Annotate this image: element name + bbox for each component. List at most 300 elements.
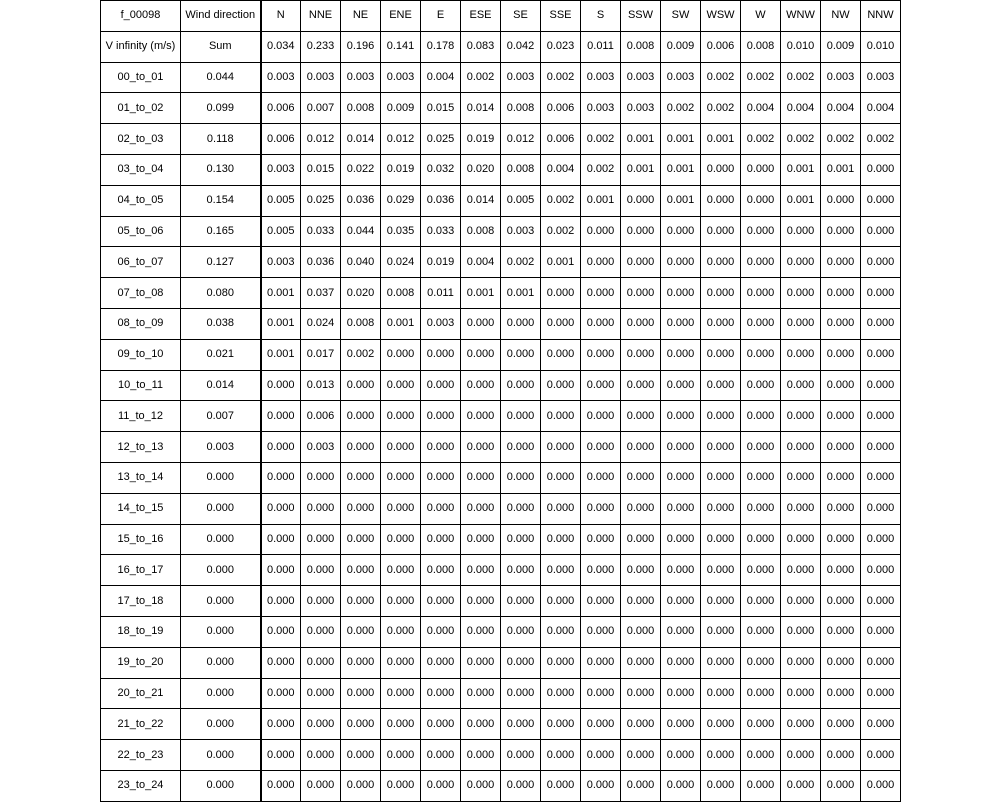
value-cell: 0.015: [301, 154, 341, 185]
value-cell: 0.000: [541, 462, 581, 493]
value-cell: 0.002: [541, 62, 581, 93]
value-cell: 0.000: [741, 493, 781, 524]
value-cell: 0.000: [261, 770, 301, 801]
value-cell: 0.000: [501, 524, 541, 555]
value-cell: 0.001: [661, 124, 701, 155]
row-sum-cell: 0.165: [181, 216, 261, 247]
direction-header-w: W: [741, 1, 781, 32]
value-cell: 0.008: [341, 93, 381, 124]
table-row: [101, 216, 901, 247]
row-sum-cell: 0.021: [181, 339, 261, 370]
row-sum-cell: 0.003: [181, 432, 261, 463]
value-cell: 0.000: [701, 524, 741, 555]
value-cell: 0.000: [421, 524, 461, 555]
value-cell: 0.000: [501, 339, 541, 370]
table-row: [101, 278, 901, 309]
value-cell: 0.033: [301, 216, 341, 247]
value-cell: 0.000: [861, 493, 901, 524]
value-cell: 0.003: [301, 432, 341, 463]
value-cell: 0.000: [501, 308, 541, 339]
sum-value-cell: 0.023: [541, 31, 581, 62]
direction-header-ese: ESE: [461, 1, 501, 32]
value-cell: 0.000: [381, 709, 421, 740]
value-cell: 0.020: [341, 278, 381, 309]
value-cell: 0.000: [821, 493, 861, 524]
value-cell: 0.000: [461, 401, 501, 432]
value-cell: 0.000: [301, 524, 341, 555]
value-cell: 0.000: [701, 647, 741, 678]
value-cell: 0.000: [661, 709, 701, 740]
value-cell: 0.000: [861, 524, 901, 555]
value-cell: 0.000: [621, 586, 661, 617]
value-cell: 0.000: [541, 524, 581, 555]
value-cell: 0.000: [581, 709, 621, 740]
direction-header-ne: NE: [341, 1, 381, 32]
value-cell: 0.040: [341, 247, 381, 278]
value-cell: 0.000: [741, 647, 781, 678]
value-cell: 0.001: [621, 124, 661, 155]
value-cell: 0.000: [661, 770, 701, 801]
value-cell: 0.000: [421, 370, 461, 401]
value-cell: 0.000: [421, 493, 461, 524]
value-cell: 0.000: [501, 740, 541, 771]
row-sum-cell: 0.000: [181, 770, 261, 801]
table-row: [101, 154, 901, 185]
wind-frequency-table: [100, 0, 901, 802]
value-cell: 0.000: [461, 524, 501, 555]
speed-bin-label: 15_to_16: [101, 524, 181, 555]
value-cell: 0.000: [621, 401, 661, 432]
value-cell: 0.000: [821, 247, 861, 278]
value-cell: 0.000: [821, 185, 861, 216]
value-cell: 0.002: [861, 124, 901, 155]
value-cell: 0.029: [381, 185, 421, 216]
sum-value-cell: 0.009: [821, 31, 861, 62]
value-cell: 0.000: [581, 339, 621, 370]
value-cell: 0.000: [781, 616, 821, 647]
value-cell: 0.001: [541, 247, 581, 278]
value-cell: 0.000: [701, 154, 741, 185]
value-cell: 0.000: [701, 555, 741, 586]
value-cell: 0.000: [701, 432, 741, 463]
value-cell: 0.004: [781, 93, 821, 124]
value-cell: 0.000: [421, 432, 461, 463]
value-cell: 0.000: [821, 370, 861, 401]
value-cell: 0.005: [501, 185, 541, 216]
value-cell: 0.000: [621, 216, 661, 247]
value-cell: 0.002: [341, 339, 381, 370]
value-cell: 0.014: [461, 93, 501, 124]
table-row: [101, 370, 901, 401]
value-cell: 0.000: [381, 339, 421, 370]
value-cell: 0.000: [261, 370, 301, 401]
value-cell: 0.000: [741, 216, 781, 247]
table-row: [101, 616, 901, 647]
value-cell: 0.000: [261, 432, 301, 463]
sum-label: Sum: [181, 31, 261, 62]
value-cell: 0.001: [821, 154, 861, 185]
value-cell: 0.000: [341, 709, 381, 740]
value-cell: 0.002: [581, 124, 621, 155]
value-cell: 0.017: [301, 339, 341, 370]
wind-direction-header: Wind direction: [181, 1, 261, 32]
table-row: [101, 770, 901, 801]
value-cell: 0.000: [501, 462, 541, 493]
value-cell: 0.000: [621, 462, 661, 493]
value-cell: 0.000: [341, 647, 381, 678]
value-cell: 0.000: [861, 432, 901, 463]
sum-value-cell: 0.141: [381, 31, 421, 62]
value-cell: 0.000: [541, 432, 581, 463]
value-cell: 0.000: [501, 401, 541, 432]
value-cell: 0.000: [541, 616, 581, 647]
sum-value-cell: 0.009: [661, 31, 701, 62]
speed-bin-label: 14_to_15: [101, 493, 181, 524]
value-cell: 0.000: [861, 647, 901, 678]
value-cell: 0.032: [421, 154, 461, 185]
value-cell: 0.000: [701, 586, 741, 617]
value-cell: 0.000: [581, 616, 621, 647]
value-cell: 0.000: [581, 247, 621, 278]
speed-bin-label: 06_to_07: [101, 247, 181, 278]
value-cell: 0.000: [341, 770, 381, 801]
value-cell: 0.000: [341, 462, 381, 493]
value-cell: 0.000: [741, 586, 781, 617]
value-cell: 0.000: [861, 308, 901, 339]
table-row: [101, 586, 901, 617]
value-cell: 0.000: [381, 462, 421, 493]
value-cell: 0.000: [741, 154, 781, 185]
value-cell: 0.000: [421, 678, 461, 709]
value-cell: 0.000: [701, 339, 741, 370]
table-row: [101, 462, 901, 493]
value-cell: 0.000: [581, 493, 621, 524]
row-sum-cell: 0.118: [181, 124, 261, 155]
value-cell: 0.003: [621, 62, 661, 93]
direction-header-ene: ENE: [381, 1, 421, 32]
value-cell: 0.000: [861, 678, 901, 709]
speed-bin-label: 04_to_05: [101, 185, 181, 216]
speed-bin-label: 02_to_03: [101, 124, 181, 155]
value-cell: 0.000: [781, 524, 821, 555]
value-cell: 0.000: [741, 432, 781, 463]
value-cell: 0.002: [741, 124, 781, 155]
corner-label: f_00098: [101, 1, 181, 32]
value-cell: 0.012: [501, 124, 541, 155]
value-cell: 0.000: [381, 740, 421, 771]
value-cell: 0.000: [661, 462, 701, 493]
value-cell: 0.000: [381, 616, 421, 647]
value-cell: 0.000: [581, 278, 621, 309]
sum-value-cell: 0.233: [301, 31, 341, 62]
value-cell: 0.002: [461, 62, 501, 93]
value-cell: 0.003: [501, 216, 541, 247]
value-cell: 0.000: [381, 401, 421, 432]
value-cell: 0.000: [541, 308, 581, 339]
value-cell: 0.004: [741, 93, 781, 124]
value-cell: 0.000: [861, 401, 901, 432]
value-cell: 0.000: [861, 247, 901, 278]
speed-bin-label: 17_to_18: [101, 586, 181, 617]
v-infinity-label: V infinity (m/s): [101, 31, 181, 62]
speed-bin-label: 23_to_24: [101, 770, 181, 801]
value-cell: 0.008: [501, 93, 541, 124]
table-row: [101, 185, 901, 216]
value-cell: 0.003: [581, 62, 621, 93]
table-row: [101, 647, 901, 678]
value-cell: 0.000: [341, 493, 381, 524]
value-cell: 0.006: [261, 93, 301, 124]
value-cell: 0.000: [541, 370, 581, 401]
row-sum-cell: 0.014: [181, 370, 261, 401]
value-cell: 0.000: [821, 555, 861, 586]
value-cell: 0.000: [741, 740, 781, 771]
value-cell: 0.000: [821, 216, 861, 247]
value-cell: 0.000: [541, 278, 581, 309]
value-cell: 0.001: [701, 124, 741, 155]
direction-header-sw: SW: [661, 1, 701, 32]
table-row: [101, 709, 901, 740]
value-cell: 0.000: [661, 555, 701, 586]
table-body: [101, 1, 901, 802]
value-cell: 0.004: [541, 154, 581, 185]
value-cell: 0.006: [541, 124, 581, 155]
value-cell: 0.000: [621, 370, 661, 401]
value-cell: 0.000: [701, 740, 741, 771]
table-row: [101, 555, 901, 586]
value-cell: 0.006: [541, 93, 581, 124]
value-cell: 0.000: [581, 370, 621, 401]
value-cell: 0.014: [461, 185, 501, 216]
speed-bin-label: 07_to_08: [101, 278, 181, 309]
value-cell: 0.000: [261, 462, 301, 493]
value-cell: 0.000: [781, 432, 821, 463]
row-sum-cell: 0.000: [181, 462, 261, 493]
value-cell: 0.000: [621, 278, 661, 309]
value-cell: 0.000: [461, 370, 501, 401]
value-cell: 0.000: [701, 370, 741, 401]
value-cell: 0.000: [661, 493, 701, 524]
value-cell: 0.000: [741, 308, 781, 339]
value-cell: 0.000: [701, 401, 741, 432]
value-cell: 0.000: [541, 709, 581, 740]
value-cell: 0.003: [661, 62, 701, 93]
value-cell: 0.003: [341, 62, 381, 93]
value-cell: 0.000: [781, 493, 821, 524]
value-cell: 0.000: [661, 278, 701, 309]
value-cell: 0.000: [581, 308, 621, 339]
value-cell: 0.000: [381, 524, 421, 555]
value-cell: 0.024: [301, 308, 341, 339]
speed-bin-label: 19_to_20: [101, 647, 181, 678]
value-cell: 0.000: [701, 493, 741, 524]
speed-bin-label: 18_to_19: [101, 616, 181, 647]
table-row: [101, 524, 901, 555]
value-cell: 0.000: [621, 616, 661, 647]
value-cell: 0.000: [861, 339, 901, 370]
sum-value-cell: 0.196: [341, 31, 381, 62]
table-row: [101, 124, 901, 155]
value-cell: 0.000: [381, 555, 421, 586]
value-cell: 0.000: [461, 339, 501, 370]
value-cell: 0.012: [301, 124, 341, 155]
value-cell: 0.002: [501, 247, 541, 278]
value-cell: 0.000: [661, 432, 701, 463]
value-cell: 0.000: [261, 678, 301, 709]
sum-value-cell: 0.034: [261, 31, 301, 62]
value-cell: 0.009: [381, 93, 421, 124]
value-cell: 0.000: [541, 770, 581, 801]
value-cell: 0.000: [341, 586, 381, 617]
value-cell: 0.000: [541, 401, 581, 432]
value-cell: 0.000: [501, 432, 541, 463]
value-cell: 0.006: [261, 124, 301, 155]
value-cell: 0.000: [421, 339, 461, 370]
value-cell: 0.000: [661, 678, 701, 709]
value-cell: 0.022: [341, 154, 381, 185]
speed-bin-label: 11_to_12: [101, 401, 181, 432]
row-sum-cell: 0.000: [181, 586, 261, 617]
value-cell: 0.000: [261, 555, 301, 586]
value-cell: 0.000: [301, 770, 341, 801]
row-sum-cell: 0.000: [181, 678, 261, 709]
value-cell: 0.000: [261, 401, 301, 432]
value-cell: 0.000: [501, 616, 541, 647]
speed-bin-label: 01_to_02: [101, 93, 181, 124]
value-cell: 0.025: [301, 185, 341, 216]
table-row: [101, 308, 901, 339]
value-cell: 0.044: [341, 216, 381, 247]
value-cell: 0.000: [621, 709, 661, 740]
value-cell: 0.000: [781, 247, 821, 278]
value-cell: 0.001: [501, 278, 541, 309]
table-row: [101, 493, 901, 524]
value-cell: 0.000: [301, 555, 341, 586]
value-cell: 0.000: [821, 462, 861, 493]
value-cell: 0.000: [341, 678, 381, 709]
value-cell: 0.000: [261, 493, 301, 524]
value-cell: 0.001: [261, 339, 301, 370]
value-cell: 0.000: [701, 770, 741, 801]
sum-value-cell: 0.006: [701, 31, 741, 62]
value-cell: 0.000: [621, 770, 661, 801]
direction-header-nw: NW: [821, 1, 861, 32]
table-row: [101, 740, 901, 771]
direction-header-wsw: WSW: [701, 1, 741, 32]
value-cell: 0.000: [381, 370, 421, 401]
value-cell: 0.000: [781, 278, 821, 309]
speed-bin-label: 08_to_09: [101, 308, 181, 339]
value-cell: 0.000: [301, 493, 341, 524]
value-cell: 0.000: [701, 185, 741, 216]
value-cell: 0.002: [821, 124, 861, 155]
value-cell: 0.003: [261, 154, 301, 185]
sum-value-cell: 0.010: [781, 31, 821, 62]
value-cell: 0.000: [821, 524, 861, 555]
value-cell: 0.000: [861, 185, 901, 216]
direction-header-ssw: SSW: [621, 1, 661, 32]
value-cell: 0.000: [741, 339, 781, 370]
direction-header-sse: SSE: [541, 1, 581, 32]
row-sum-cell: 0.000: [181, 524, 261, 555]
value-cell: 0.015: [421, 93, 461, 124]
value-cell: 0.000: [501, 555, 541, 586]
value-cell: 0.000: [661, 524, 701, 555]
value-cell: 0.004: [821, 93, 861, 124]
value-cell: 0.003: [261, 62, 301, 93]
value-cell: 0.000: [421, 770, 461, 801]
sum-value-cell: 0.008: [621, 31, 661, 62]
value-cell: 0.003: [261, 247, 301, 278]
value-cell: 0.000: [861, 709, 901, 740]
value-cell: 0.000: [621, 678, 661, 709]
direction-header-wnw: WNW: [781, 1, 821, 32]
value-cell: 0.000: [781, 586, 821, 617]
row-sum-cell: 0.000: [181, 647, 261, 678]
value-cell: 0.000: [541, 647, 581, 678]
direction-header-n: N: [261, 1, 301, 32]
value-cell: 0.000: [381, 432, 421, 463]
value-cell: 0.002: [741, 62, 781, 93]
row-sum-cell: 0.099: [181, 93, 261, 124]
value-cell: 0.012: [381, 124, 421, 155]
value-cell: 0.000: [821, 709, 861, 740]
speed-bin-label: 22_to_23: [101, 740, 181, 771]
value-cell: 0.000: [581, 462, 621, 493]
value-cell: 0.000: [741, 462, 781, 493]
row-sum-cell: 0.007: [181, 401, 261, 432]
value-cell: 0.000: [701, 616, 741, 647]
value-cell: 0.000: [381, 770, 421, 801]
value-cell: 0.000: [461, 555, 501, 586]
value-cell: 0.001: [261, 308, 301, 339]
value-cell: 0.008: [341, 308, 381, 339]
value-cell: 0.000: [461, 709, 501, 740]
value-cell: 0.001: [581, 185, 621, 216]
value-cell: 0.000: [741, 524, 781, 555]
speed-bin-label: 00_to_01: [101, 62, 181, 93]
value-cell: 0.000: [781, 647, 821, 678]
value-cell: 0.003: [861, 62, 901, 93]
value-cell: 0.000: [341, 524, 381, 555]
value-cell: 0.000: [821, 278, 861, 309]
value-cell: 0.004: [421, 62, 461, 93]
value-cell: 0.000: [381, 647, 421, 678]
value-cell: 0.003: [421, 308, 461, 339]
value-cell: 0.000: [461, 493, 501, 524]
value-cell: 0.000: [741, 555, 781, 586]
value-cell: 0.000: [461, 432, 501, 463]
value-cell: 0.000: [501, 493, 541, 524]
speed-bin-label: 13_to_14: [101, 462, 181, 493]
row-sum-cell: 0.038: [181, 308, 261, 339]
value-cell: 0.000: [821, 616, 861, 647]
speed-bin-label: 10_to_11: [101, 370, 181, 401]
row-sum-cell: 0.044: [181, 62, 261, 93]
speed-bin-label: 20_to_21: [101, 678, 181, 709]
value-cell: 0.000: [861, 770, 901, 801]
value-cell: 0.000: [461, 647, 501, 678]
value-cell: 0.000: [581, 524, 621, 555]
value-cell: 0.000: [661, 740, 701, 771]
value-cell: 0.000: [581, 555, 621, 586]
value-cell: 0.000: [821, 740, 861, 771]
value-cell: 0.000: [421, 586, 461, 617]
value-cell: 0.000: [621, 524, 661, 555]
value-cell: 0.002: [661, 93, 701, 124]
value-cell: 0.006: [301, 401, 341, 432]
value-cell: 0.000: [461, 616, 501, 647]
